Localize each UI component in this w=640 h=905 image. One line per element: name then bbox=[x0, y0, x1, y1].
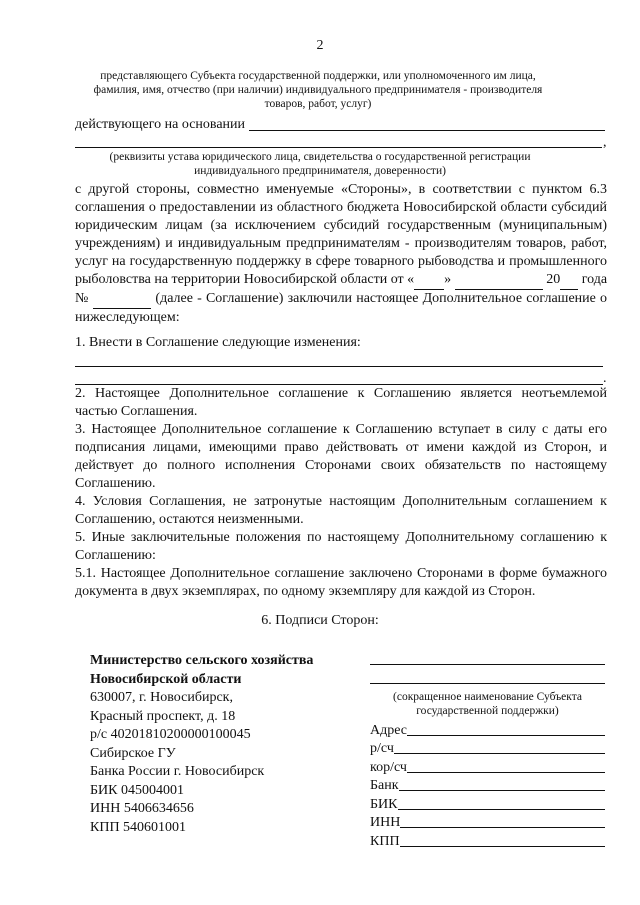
field-inn bbox=[370, 813, 605, 832]
field-label: БИК bbox=[370, 796, 398, 812]
field-label: ИНН bbox=[370, 815, 401, 830]
main-paragraph bbox=[75, 181, 607, 327]
representative-caption: представляющего Субъекта государственной поддержки, или уполномоченного им лица, фамилия, имя, отчество (при наличии) индивидуального предпринимателя - производителя товаров, работ, услуг) bbox=[93, 70, 543, 110]
item-1-period: . bbox=[603, 371, 607, 386]
item-4: 4. Условия Соглашения, не затронутые настоящим Дополнительным соглашением к Соглашению, остаются неизменными. bbox=[75, 494, 607, 527]
ministry-detail: 630007, г. Новосибирск, bbox=[90, 690, 233, 705]
number-blank bbox=[93, 290, 151, 309]
item-2: 2. Настоящее Дополнительное соглашение к Соглашению является неотъемлемой частью Соглашения. bbox=[75, 386, 607, 419]
item-3: 3. Настоящее Дополнительное соглашение к Соглашению вступает в силу с даты его подписания лицами, имеющими право действовать от имени каждой из Сторон, и действует до полного исполнения Сторонами своих обязательств по настоящему Соглашению. bbox=[75, 422, 607, 491]
month-blank bbox=[455, 271, 543, 290]
subject-name-blank-2 bbox=[370, 683, 605, 684]
field-address bbox=[370, 720, 605, 739]
field-blank bbox=[398, 809, 606, 810]
main-paragraph-text: с другой стороны, совместно именуемые «Стороны», в соответствии с пунктом 6.3 соглашения о предоставлении из областного бюджета Новосибирской области субсидий юридическим лицам (за исключением субсидий государственным (муниципальным) учреждениям) и индивидуальным предпринимателям - производителям товаров, работ, услуг на государственную поддержку в сфере товарного рыбоводства и промышленного рыболовства на территории Новосибирской области от « bbox=[75, 182, 607, 287]
page-number: 2 bbox=[316, 38, 324, 53]
field-corr-account bbox=[370, 757, 605, 776]
field-label: Банк bbox=[370, 778, 399, 793]
field-blank bbox=[407, 735, 605, 736]
subject-fields bbox=[370, 720, 605, 850]
year-prefix: 20 bbox=[546, 272, 561, 287]
field-blank bbox=[394, 753, 605, 754]
field-bik bbox=[370, 794, 605, 813]
field-label: р/сч bbox=[370, 741, 394, 756]
ministry-name-line-2: Новосибирской области bbox=[90, 671, 242, 687]
ministry-detail: р/с 40201810200000100045 bbox=[90, 727, 251, 742]
basis-second-blank bbox=[75, 147, 602, 148]
basis-line bbox=[75, 116, 605, 134]
ministry-name-line-1: Министерство сельского хозяйства bbox=[90, 653, 314, 668]
basis-blank bbox=[249, 130, 605, 131]
ministry-detail: БИК 045004001 bbox=[90, 782, 184, 798]
field-blank bbox=[400, 846, 605, 847]
field-label: КПП bbox=[370, 833, 400, 849]
ministry-detail: Сибирское ГУ bbox=[90, 745, 176, 761]
item-1-blank-1 bbox=[75, 366, 603, 367]
item-5-1: 5.1. Настоящее Дополнительное соглашение заключено Сторонами в форме бумажного документа в двух экземплярах, по одному экземпляру для каждой из Сторон. bbox=[75, 566, 607, 599]
field-blank bbox=[399, 790, 605, 791]
main-paragraph-tail: (далее - Соглашение) заключили настоящее Дополнительное соглашение о нижеследующем: bbox=[75, 291, 608, 325]
ministry-block bbox=[90, 652, 350, 837]
ministry-detail: Банка России г. Новосибирск bbox=[90, 764, 265, 779]
basis-label: действующего на основании bbox=[75, 117, 246, 132]
basis-comma: , bbox=[603, 135, 607, 150]
ministry-detail: Красный проспект, д. 18 bbox=[90, 708, 236, 724]
field-label: кор/сч bbox=[370, 759, 407, 775]
year-blank bbox=[560, 271, 578, 290]
requisites-caption: (реквизиты устава юридического лица, свидетельства о государственной регистрации индивидуального предпринимателя, доверенности) bbox=[109, 151, 531, 177]
ministry-detail: КПП 540601001 bbox=[90, 819, 187, 835]
subject-name-blank-1 bbox=[370, 664, 605, 665]
ministry-detail: ИНН 5406634656 bbox=[90, 801, 194, 816]
field-blank bbox=[407, 772, 605, 773]
subject-caption: (сокращенное наименование Субъекта государственной поддержки) bbox=[393, 691, 582, 717]
day-blank bbox=[414, 271, 444, 290]
item-5: 5. Иные заключительные положения по настоящему Дополнительному соглашению к Соглашению: bbox=[75, 530, 607, 563]
subject-block bbox=[370, 660, 605, 850]
number-label: года № bbox=[75, 272, 608, 306]
day-close: » bbox=[444, 272, 452, 287]
field-kpp bbox=[370, 831, 605, 850]
field-account bbox=[370, 739, 605, 758]
field-label: Адрес bbox=[370, 722, 408, 738]
signatures-title: 6. Подписи Сторон: bbox=[261, 613, 379, 628]
field-bank bbox=[370, 776, 605, 795]
item-1: 1. Внести в Соглашение следующие изменения: bbox=[75, 335, 361, 350]
field-blank bbox=[400, 827, 605, 828]
